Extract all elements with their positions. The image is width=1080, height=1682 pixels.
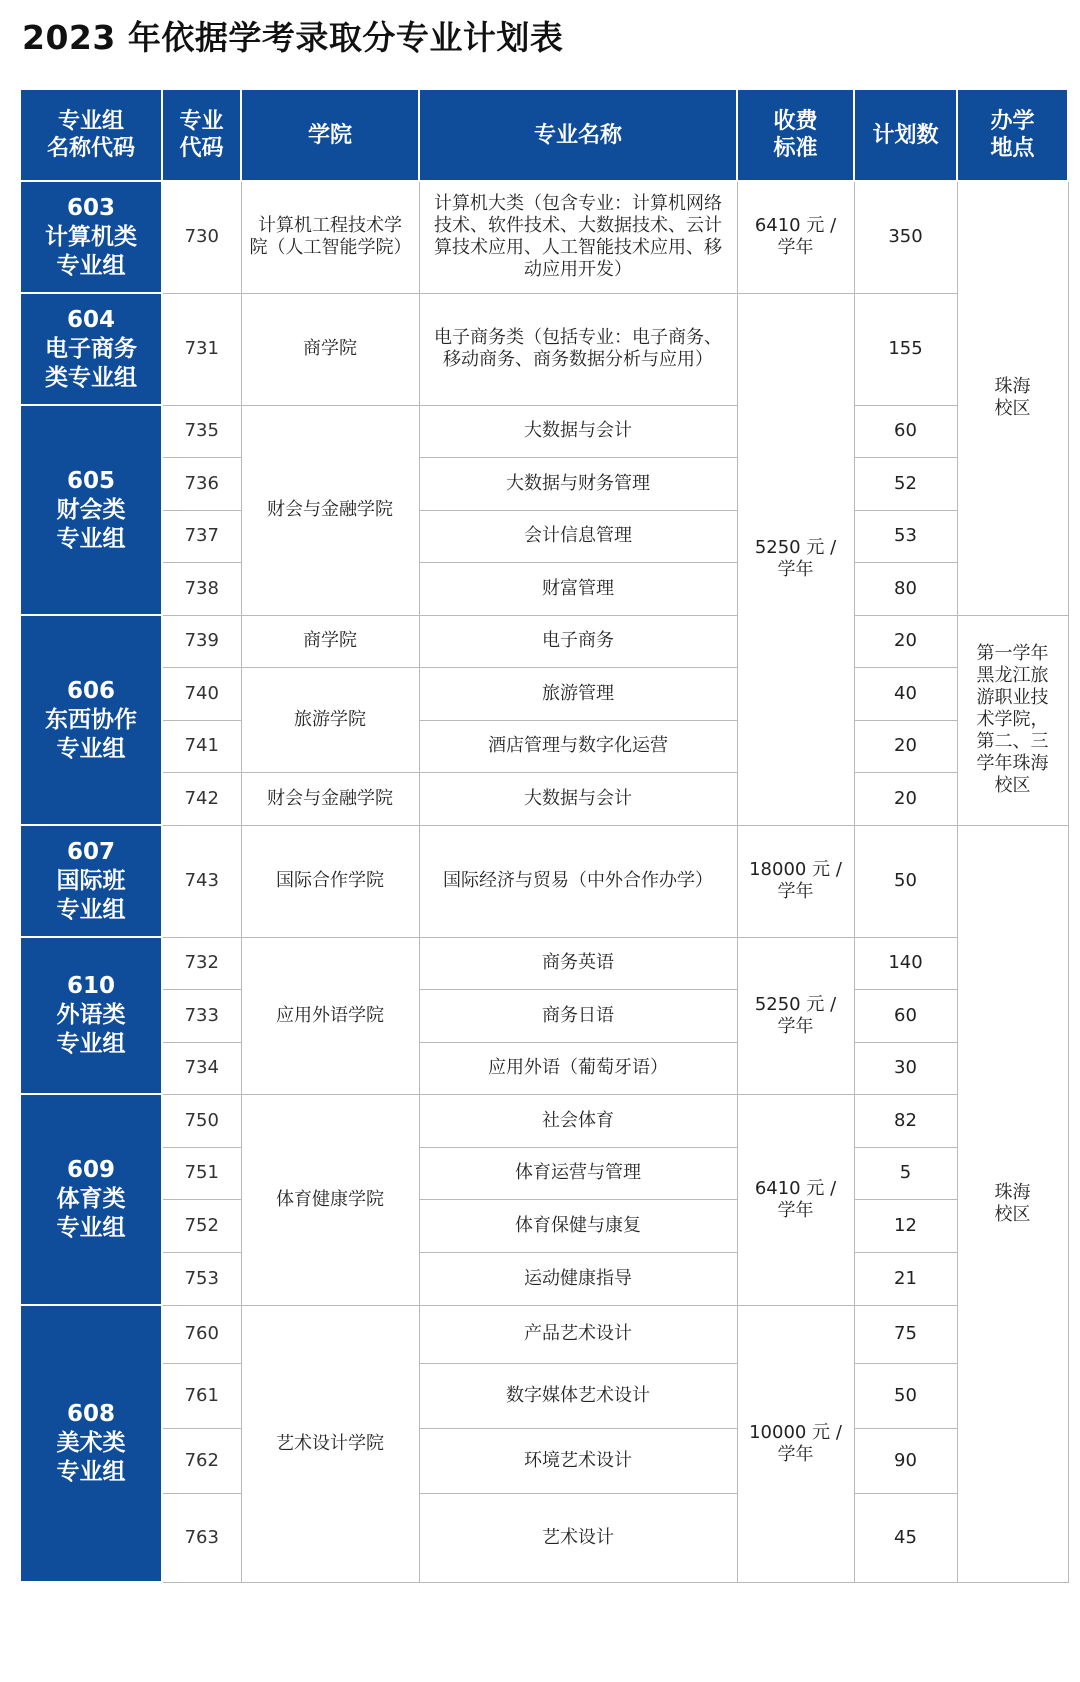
header-college: 学院 <box>241 89 419 181</box>
table-row <box>20 1305 1068 1363</box>
major-code: 734 <box>162 1042 241 1094</box>
table-row <box>20 510 1068 562</box>
major-code: 732 <box>162 937 241 989</box>
plan-count: 60 <box>854 989 957 1042</box>
fee-cell: 10000 元 / 学年 <box>737 1305 854 1582</box>
location-cell: 珠海 校区 <box>957 181 1068 615</box>
major-code: 763 <box>162 1493 241 1582</box>
major-code: 736 <box>162 457 241 510</box>
major-code: 751 <box>162 1147 241 1199</box>
college-cell: 体育健康学院 <box>241 1094 419 1305</box>
college-cell: 财会与金融学院 <box>241 405 419 615</box>
college-cell: 计算机工程技术学院（人工智能学院） <box>241 181 419 293</box>
table-row <box>20 1042 1068 1094</box>
plan-count: 30 <box>854 1042 957 1094</box>
major-name: 体育运营与管理 <box>419 1147 737 1199</box>
fee-cell: 6410 元 / 学年 <box>737 1094 854 1305</box>
major-code: 741 <box>162 720 241 772</box>
major-code: 762 <box>162 1428 241 1493</box>
table-row <box>20 1428 1068 1493</box>
plan-count: 45 <box>854 1493 957 1582</box>
page-title: 2023 年依据学考录取分专业计划表 <box>22 18 564 57</box>
major-code: 738 <box>162 562 241 615</box>
plan-count: 20 <box>854 720 957 772</box>
header-group-code: 专业组 名称代码 <box>20 89 162 181</box>
table-row <box>20 989 1068 1042</box>
header-fee: 收费 标准 <box>737 89 854 181</box>
major-name: 体育保健与康复 <box>419 1199 737 1252</box>
major-code: 733 <box>162 989 241 1042</box>
major-name: 财富管理 <box>419 562 737 615</box>
table-row <box>20 1252 1068 1305</box>
table-row <box>20 667 1068 720</box>
fee-cell: 5250 元 / 学年 <box>737 293 854 825</box>
major-name: 应用外语（葡萄牙语） <box>419 1042 737 1094</box>
header-plan-count: 计划数 <box>854 89 957 181</box>
table-row <box>20 457 1068 510</box>
plan-count: 50 <box>854 825 957 937</box>
table-row <box>20 1147 1068 1199</box>
plan-count: 140 <box>854 937 957 989</box>
plan-count: 80 <box>854 562 957 615</box>
major-name: 大数据与会计 <box>419 405 737 457</box>
plan-count: 21 <box>854 1252 957 1305</box>
fee-cell: 5250 元 / 学年 <box>737 937 854 1094</box>
header-major-code: 专业 代码 <box>162 89 241 181</box>
major-name: 会计信息管理 <box>419 510 737 562</box>
major-name: 计算机大类（包含专业：计算机网络技术、软件技术、大数据技术、云计算技术应用、人工智能技术应用、移动应用开发） <box>419 181 737 293</box>
plan-count: 20 <box>854 615 957 667</box>
header-location: 办学 地点 <box>957 89 1068 181</box>
major-code: 760 <box>162 1305 241 1363</box>
college-cell: 国际合作学院 <box>241 825 419 937</box>
location-cell: 珠海 校区 <box>957 825 1068 1582</box>
major-name: 大数据与会计 <box>419 772 737 825</box>
group-label: 607 国际班 专业组 <box>20 825 162 937</box>
major-name: 酒店管理与数字化运营 <box>419 720 737 772</box>
major-name: 运动健康指导 <box>419 1252 737 1305</box>
group-label: 605 财会类 专业组 <box>20 405 162 615</box>
fee-cell: 6410 元 / 学年 <box>737 181 854 293</box>
plan-count: 40 <box>854 667 957 720</box>
fee-cell: 18000 元 / 学年 <box>737 825 854 937</box>
plan-count: 155 <box>854 293 957 405</box>
plan-count: 53 <box>854 510 957 562</box>
group-label: 603 计算机类 专业组 <box>20 181 162 293</box>
header-major-name: 专业名称 <box>419 89 737 181</box>
plan-count: 75 <box>854 1305 957 1363</box>
table-row <box>20 937 1068 989</box>
table-header-row <box>20 89 1068 181</box>
major-code: 750 <box>162 1094 241 1147</box>
group-label: 610 外语类 专业组 <box>20 937 162 1094</box>
major-code: 743 <box>162 825 241 937</box>
table-row <box>20 720 1068 772</box>
table-row <box>20 293 1068 405</box>
table-row <box>20 1094 1068 1147</box>
table-row <box>20 405 1068 457</box>
plan-count: 82 <box>854 1094 957 1147</box>
group-label: 608 美术类 专业组 <box>20 1305 162 1582</box>
major-name: 电子商务类（包括专业：电子商务、移动商务、商务数据分析与应用） <box>419 293 737 405</box>
enrollment-plan-table <box>19 88 1069 1583</box>
major-code: 731 <box>162 293 241 405</box>
table-row <box>20 1363 1068 1428</box>
plan-count: 12 <box>854 1199 957 1252</box>
major-code: 730 <box>162 181 241 293</box>
group-label: 609 体育类 专业组 <box>20 1094 162 1305</box>
major-name: 国际经济与贸易（中外合作办学） <box>419 825 737 937</box>
college-cell: 财会与金融学院 <box>241 772 419 825</box>
table-row <box>20 615 1068 667</box>
plan-count: 5 <box>854 1147 957 1199</box>
major-code: 753 <box>162 1252 241 1305</box>
plan-count: 50 <box>854 1363 957 1428</box>
major-name: 艺术设计 <box>419 1493 737 1582</box>
college-cell: 旅游学院 <box>241 667 419 772</box>
major-name: 产品艺术设计 <box>419 1305 737 1363</box>
major-name: 电子商务 <box>419 615 737 667</box>
college-cell: 艺术设计学院 <box>241 1305 419 1582</box>
major-name: 商务英语 <box>419 937 737 989</box>
major-code: 761 <box>162 1363 241 1428</box>
table-row <box>20 825 1068 937</box>
college-cell: 商学院 <box>241 293 419 405</box>
group-label: 606 东西协作 专业组 <box>20 615 162 825</box>
table-row <box>20 772 1068 825</box>
major-code: 735 <box>162 405 241 457</box>
plan-count: 20 <box>854 772 957 825</box>
plan-count: 350 <box>854 181 957 293</box>
college-cell: 商学院 <box>241 615 419 667</box>
major-name: 商务日语 <box>419 989 737 1042</box>
major-name: 环境艺术设计 <box>419 1428 737 1493</box>
table-row <box>20 562 1068 615</box>
major-code: 739 <box>162 615 241 667</box>
group-label: 604 电子商务 类专业组 <box>20 293 162 405</box>
table-row <box>20 1493 1068 1582</box>
plan-count: 52 <box>854 457 957 510</box>
major-name: 旅游管理 <box>419 667 737 720</box>
plan-count: 90 <box>854 1428 957 1493</box>
plan-count: 60 <box>854 405 957 457</box>
major-name: 数字媒体艺术设计 <box>419 1363 737 1428</box>
major-code: 740 <box>162 667 241 720</box>
major-code: 752 <box>162 1199 241 1252</box>
major-name: 大数据与财务管理 <box>419 457 737 510</box>
major-code: 737 <box>162 510 241 562</box>
college-cell: 应用外语学院 <box>241 937 419 1094</box>
major-code: 742 <box>162 772 241 825</box>
table-row <box>20 181 1068 293</box>
location-cell: 第一学年 黑龙江旅 游职业技 术学院， 第二、三 学年珠海 校区 <box>957 615 1068 825</box>
major-name: 社会体育 <box>419 1094 737 1147</box>
table-row <box>20 1199 1068 1252</box>
